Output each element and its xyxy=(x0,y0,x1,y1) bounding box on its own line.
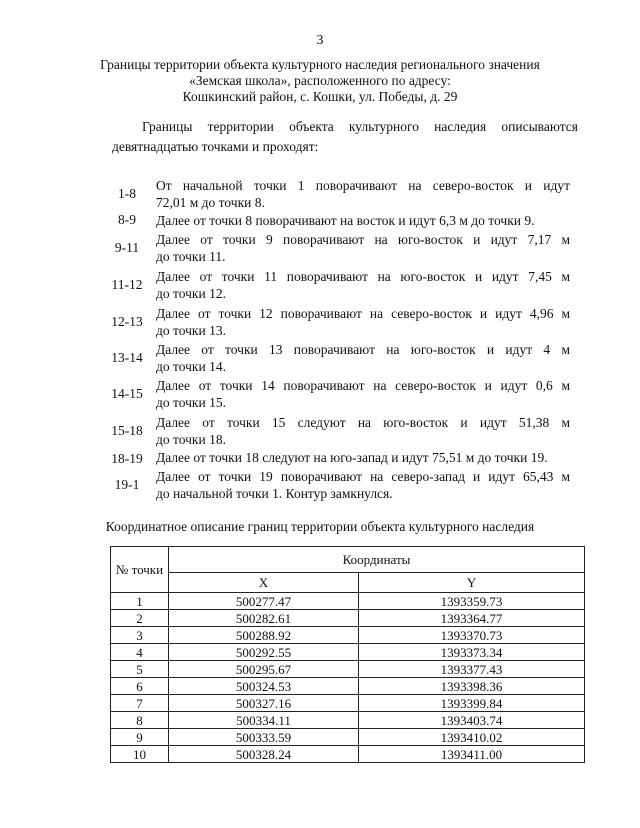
point-number-cell: 3 xyxy=(111,627,169,644)
x-coordinate-cell: 500295.67 xyxy=(169,661,359,678)
coordinates-table-body xyxy=(111,593,585,763)
table-row xyxy=(111,678,585,695)
point-number-cell: 6 xyxy=(111,678,169,695)
point-number-cell: 1 xyxy=(111,593,169,610)
y-coordinate-cell: 1393373.34 xyxy=(359,644,585,661)
y-coordinate-cell: 1393370.73 xyxy=(359,627,585,644)
segment-description xyxy=(156,341,570,375)
segment-line: 72,01 м до точки 8. xyxy=(156,195,265,210)
table-row xyxy=(111,644,585,661)
header-y: Y xyxy=(359,573,585,593)
x-coordinate-cell: 500282.61 xyxy=(169,610,359,627)
segment-description xyxy=(156,177,570,211)
segment-description xyxy=(156,268,570,302)
segment-code: 11-12 xyxy=(111,277,143,292)
segment-description xyxy=(156,305,570,339)
header-coordinates: Координаты xyxy=(169,547,585,573)
segment-line: Далее от точки 15 следуют на юго-восток и идут 51,38 м xyxy=(156,415,570,430)
segment-line: до точки 13. xyxy=(156,323,226,338)
segment-code: 19-1 xyxy=(114,477,140,492)
y-coordinate-cell: 1393398.36 xyxy=(359,678,585,695)
x-coordinate-cell: 500328.24 xyxy=(169,746,359,763)
point-number-cell: 5 xyxy=(111,661,169,678)
point-number-cell: 4 xyxy=(111,644,169,661)
y-coordinate-cell: 1393410.02 xyxy=(359,729,585,746)
point-number-cell: 9 xyxy=(111,729,169,746)
segment-line: Далее от точки 18 следуют на юго-запад и идут 75,51 м до точки 19. xyxy=(156,450,548,465)
segment-line: до точки 11. xyxy=(156,249,226,264)
segment-description xyxy=(156,449,570,466)
y-coordinate-cell: 1393403.74 xyxy=(359,712,585,729)
segment-line: до точки 12. xyxy=(156,286,226,301)
segment-description xyxy=(156,212,570,229)
y-coordinate-cell: 1393377.43 xyxy=(359,661,585,678)
x-coordinate-cell: 500333.59 xyxy=(169,729,359,746)
x-coordinate-cell: 500324.53 xyxy=(169,678,359,695)
segment-line: Далее от точки 13 поворачивают на юго-восток и идут 4 м xyxy=(156,342,570,357)
segment-line: От начальной точки 1 поворачивают на северо-восток и идут xyxy=(156,178,570,193)
x-coordinate-cell: 500288.92 xyxy=(169,627,359,644)
segment-description xyxy=(156,231,570,265)
segment-code: 14-15 xyxy=(111,386,143,401)
y-coordinate-cell: 1393364.77 xyxy=(359,610,585,627)
title-line: Границы территории объекта культурного наследия регионального значения xyxy=(100,57,540,72)
segment-code: 1-8 xyxy=(118,186,136,201)
segment-line: Далее от точки 9 поворачивают на юго-восток и идут 7,17 м xyxy=(156,232,570,247)
page-number: 3 xyxy=(316,33,324,48)
y-coordinate-cell: 1393411.00 xyxy=(359,746,585,763)
y-coordinate-cell: 1393359.73 xyxy=(359,593,585,610)
header-point-number: № точки xyxy=(111,547,169,593)
table-caption: Координатное описание границ территории объекта культурного наследия xyxy=(105,519,535,534)
x-coordinate-cell: 500327.16 xyxy=(169,695,359,712)
point-number-cell: 2 xyxy=(111,610,169,627)
table-row xyxy=(111,661,585,678)
table-row xyxy=(111,712,585,729)
intro-line: Границы территории объекта культурного наследия описываются xyxy=(142,119,578,134)
point-number-cell: 8 xyxy=(111,712,169,729)
x-coordinate-cell: 500292.55 xyxy=(169,644,359,661)
title-line: «Земская школа», расположенного по адресу: xyxy=(189,73,451,88)
point-number-cell: 10 xyxy=(111,746,169,763)
segment-description xyxy=(156,414,570,448)
x-coordinate-cell: 500277.47 xyxy=(169,593,359,610)
segment-line: Далее от точки 12 поворачивают на северо-восток и идут 4,96 м xyxy=(156,306,570,321)
coordinates-table xyxy=(110,546,585,763)
segment-line: до начальной точки 1. Контур замкнулся. xyxy=(156,486,393,501)
table-row xyxy=(111,695,585,712)
segment-description xyxy=(156,377,570,411)
segment-line: Далее от точки 11 поворачивают на юго-восток и идут 7,45 м xyxy=(156,269,570,284)
segment-line: Далее от точки 14 поворачивают на северо-восток и идут 0,6 м xyxy=(156,378,570,393)
document-title xyxy=(60,57,580,105)
segment-description xyxy=(156,468,570,502)
y-coordinate-cell: 1393399.84 xyxy=(359,695,585,712)
segment-line: до точки 14. xyxy=(156,359,226,374)
point-number-cell: 7 xyxy=(111,695,169,712)
intro-paragraph xyxy=(112,117,578,157)
table-row xyxy=(111,729,585,746)
segment-code: 13-14 xyxy=(111,350,143,365)
segment-code: 9-11 xyxy=(114,240,140,255)
title-line: Кошкинский район, с. Кошки, ул. Победы, д. 29 xyxy=(182,89,458,104)
table-row xyxy=(111,610,585,627)
segment-code: 12-13 xyxy=(111,314,143,329)
segment-code: 18-19 xyxy=(111,451,143,466)
segment-line: Далее от точки 8 поворачивают на восток и идут 6,3 м до точки 9. xyxy=(156,213,535,228)
table-row xyxy=(111,593,585,610)
segment-line: до точки 18. xyxy=(156,432,226,447)
x-coordinate-cell: 500334.11 xyxy=(169,712,359,729)
intro-line: девятнадцатью точками и проходят: xyxy=(112,139,319,154)
segment-line: Далее от точки 19 поворачивают на северо-запад и идут 65,43 м xyxy=(156,469,570,484)
header-x: X xyxy=(169,573,359,593)
table-row xyxy=(111,627,585,644)
table-row xyxy=(111,746,585,763)
segment-line: до точки 15. xyxy=(156,395,226,410)
segment-code: 8-9 xyxy=(118,212,136,227)
segment-code: 15-18 xyxy=(111,423,143,438)
